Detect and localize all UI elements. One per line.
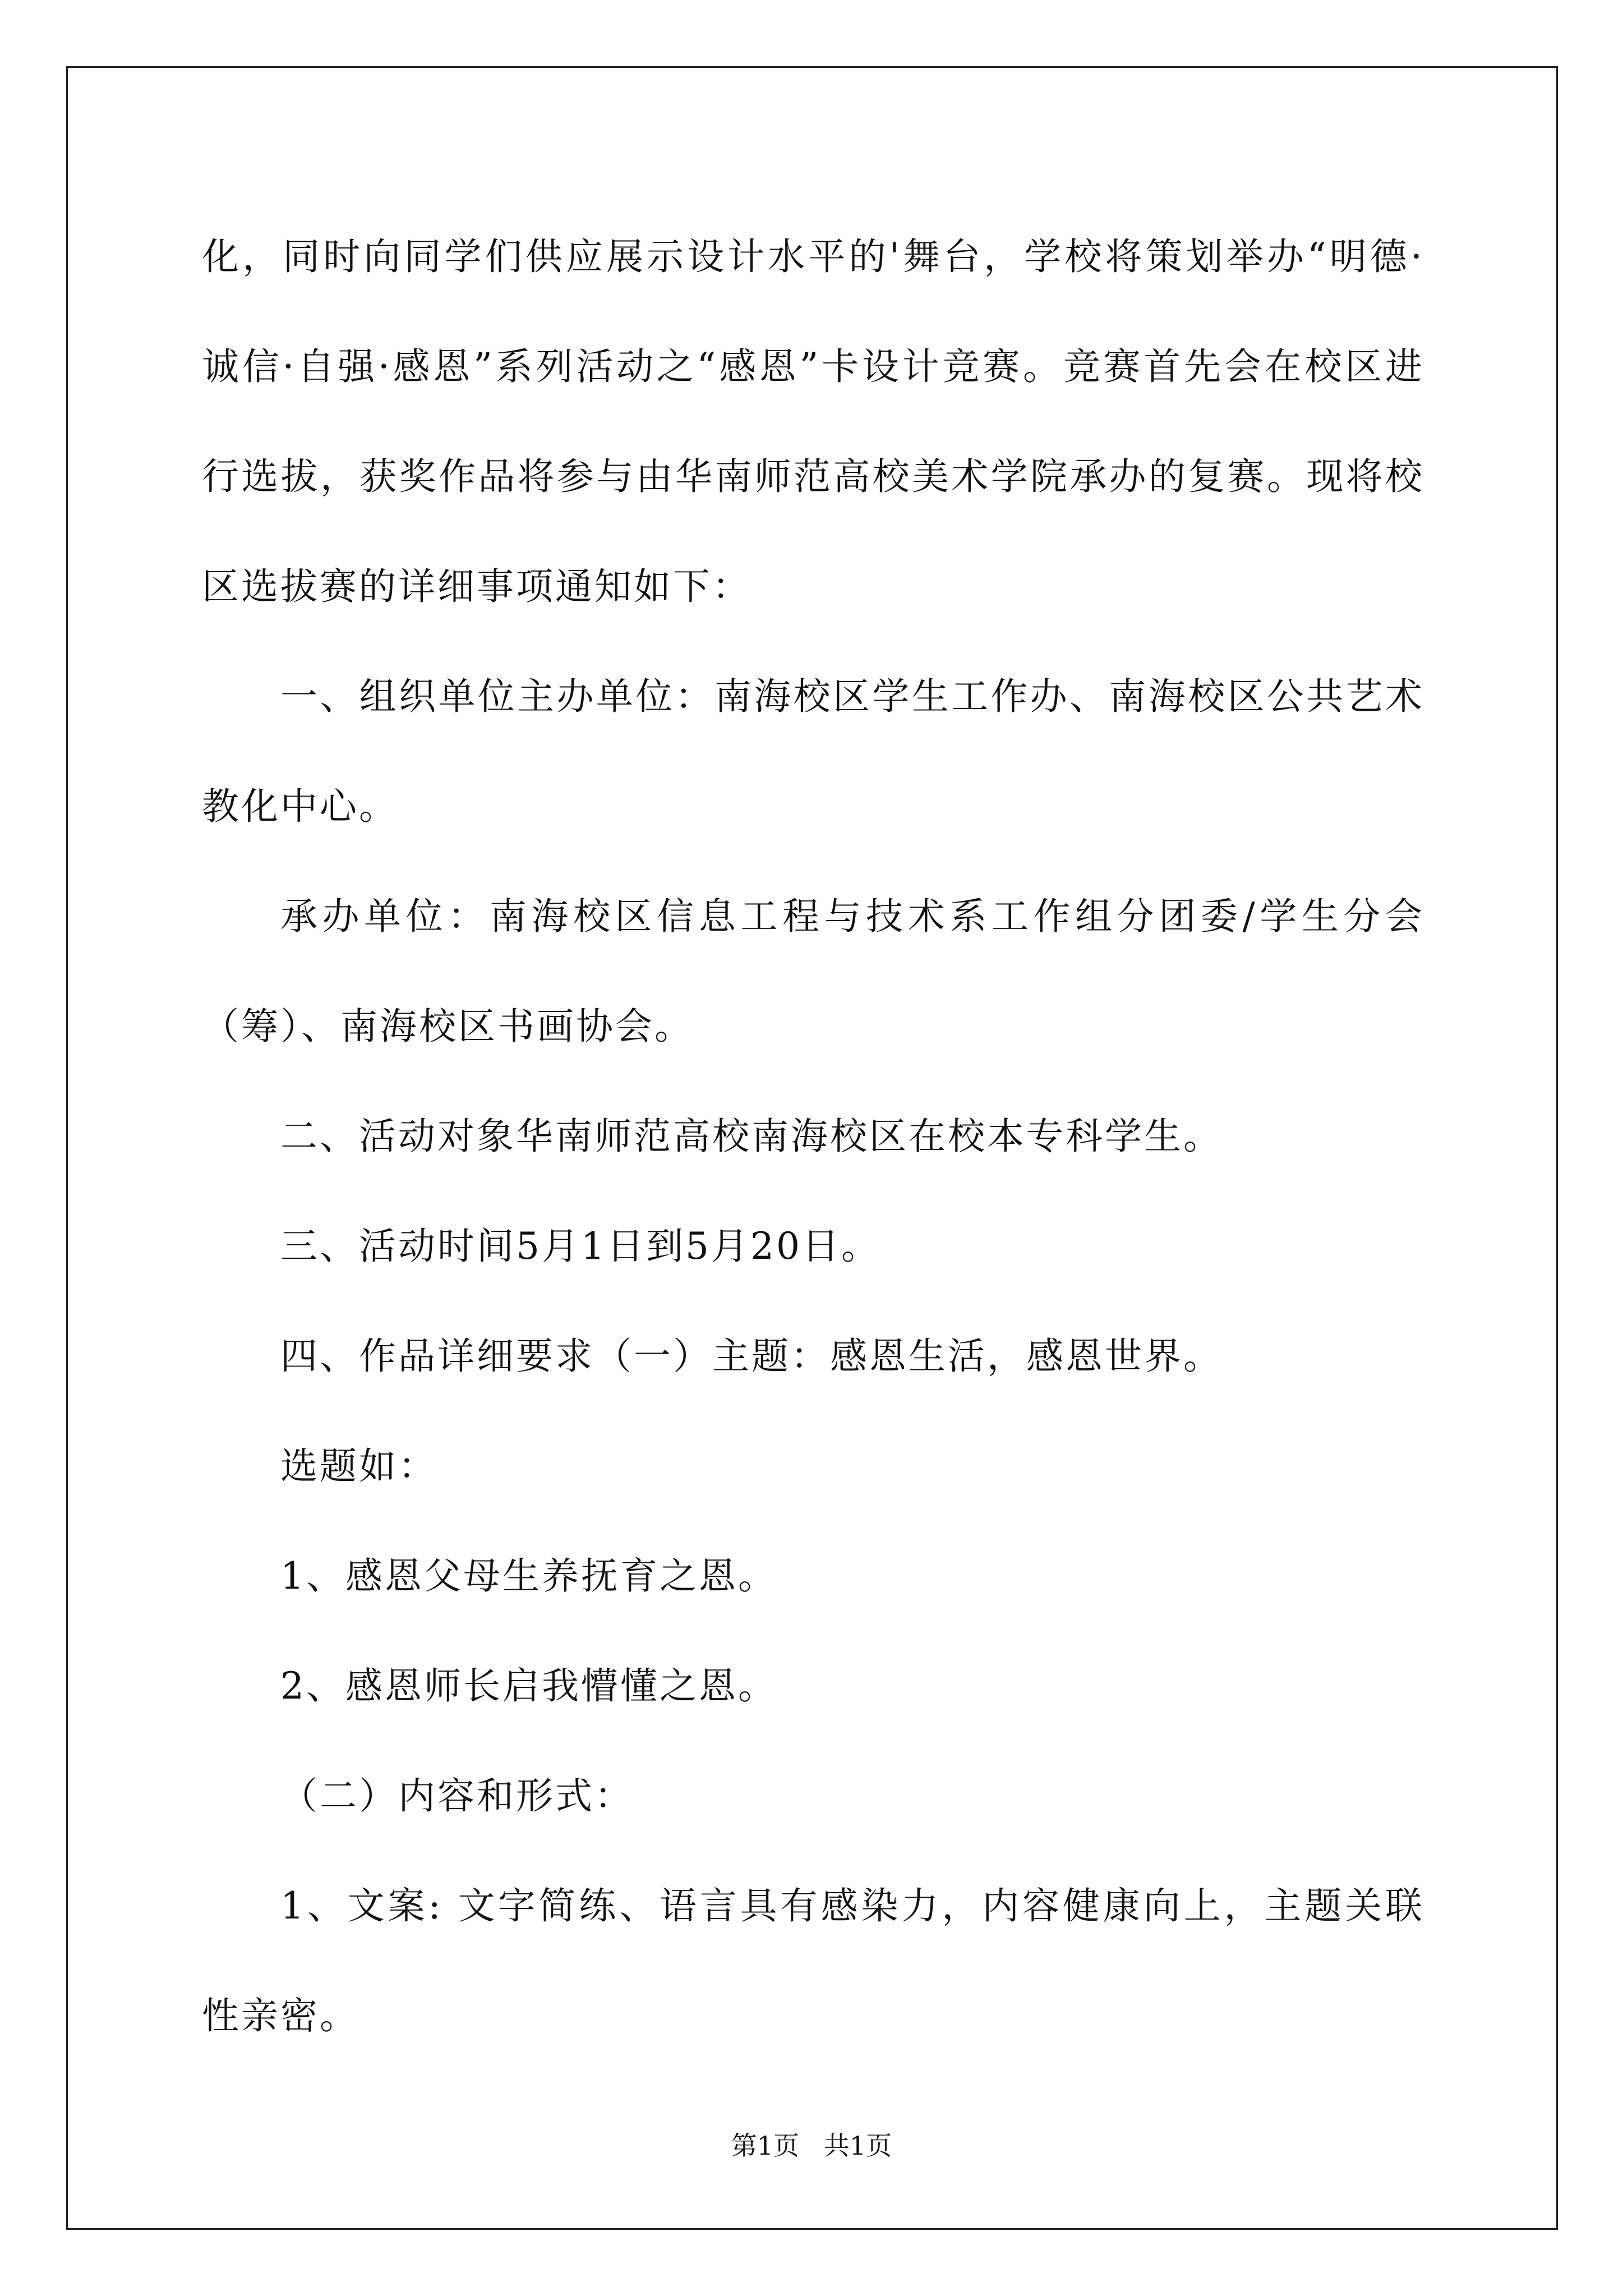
paragraph-2: 一、组织单位主办单位：南海校区学生工作办、南海校区公共艺术教化中心。	[202, 675, 1424, 828]
paragraph-4: 二、活动对象华南师范高校南海校区在校本专科学生。	[280, 1115, 1223, 1158]
paragraph-10: （二）内容和形式：	[280, 1774, 634, 1818]
paragraph-11: 1、文案: 文字简练、语言具有感染力，内容健康向上，主题关联性亲密。	[202, 1884, 1424, 2037]
paragraph-6: 四、作品详细要求（一）主题：感恩生活，感恩世界。	[280, 1335, 1223, 1378]
paragraph-3: 承办单位：南海校区信息工程与技术系工作组分团委/学生分会（筹）、南海校区书画协会。	[202, 895, 1424, 1048]
paragraph-1: 化，同时向同学们供应展示设计水平的'舞台，学校将策划举办“明德·诚信·自强·感恩”系列活动之“感恩”卡设计竞赛。竞赛首先会在校区进行选拔，获奖作品将参与由华南师范高校美术学院承办的复赛。现将校区选拔赛的详细事项通知如下：	[202, 235, 1424, 608]
paragraph-7: 选题如：	[280, 1444, 437, 1488]
paragraph-8: 1、感恩父母生养抚育之恩。	[280, 1554, 777, 1598]
document-body	[202, 202, 1424, 2071]
page-number-footer: 第1页 共1页	[731, 2131, 892, 2161]
paragraph-9: 2、感恩师长启我懵懂之恩。	[280, 1664, 777, 1708]
paragraph-5: 三、活动时间5月1日到5月20日。	[280, 1225, 880, 1268]
